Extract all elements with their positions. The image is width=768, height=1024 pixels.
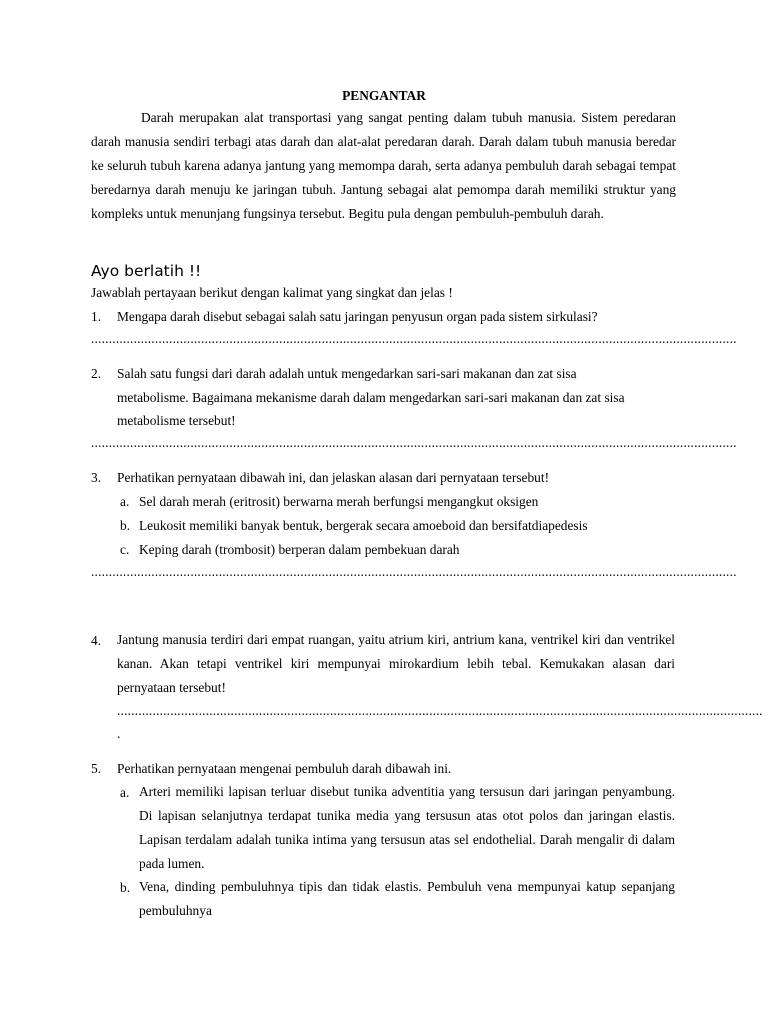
q4-answer-line: ...................................................................................................................................................................................... bbox=[117, 703, 763, 718]
q2-text-line2: metabolisme. Bagaimana mekanisme darah dalam mengedarkan sari-sari makanan dan zat sisa bbox=[117, 390, 625, 405]
q3-item-b-text: Leukosit memiliki banyak bentuk, bergerak secara amoeboid dan bersifatdiapedesis bbox=[139, 518, 588, 533]
q5-item-b-text: Vena, dinding pembuluhnya tipis dan tidak elastis. Pembuluh vena mempunyai katup sepanjang pembuluhnya bbox=[139, 879, 675, 918]
q3-text: Perhatikan pernyataan dibawah ini, dan jelaskan alasan dari pernyataan tersebut! bbox=[117, 470, 550, 485]
q3-item-a-text: Sel darah merah (eritrosit) berwarna merah berfungsi mengangkut oksigen bbox=[139, 494, 539, 509]
q2-text-line1: Salah satu fungsi dari darah adalah untuk mengedarkan sari-sari makanan dan zat sisa bbox=[117, 366, 577, 381]
q5-number: 5. bbox=[91, 761, 102, 776]
q5-item-a-text: Arteri memiliki lapisan terluar disebut tunika adventitia yang tersusun dari jaringan penyambung. Di lapisan selanjutnya terdapat tunika media yang tersusun atas otot polos dan jaringan elastis. Lapisan terdalam adalah tunika intima yang tersusun atas sel endothelial. Darah mengalir di dalam pada lumen. bbox=[139, 784, 675, 871]
q3-item-a-label: a. bbox=[120, 494, 130, 509]
instruction-text: Jawablah pertayaan berikut dengan kalimat yang singkat dan jelas ! bbox=[91, 285, 453, 300]
q5-text: Perhatikan pernyataan mengenai pembuluh darah dibawah ini. bbox=[117, 761, 452, 776]
q1-text: Mengapa darah disebut sebagai salah satu jaringan penyusun organ pada sistem sirkulasi? bbox=[117, 309, 598, 324]
q2-number: 2. bbox=[91, 366, 102, 381]
q2-text-line3: metabolisme tersebut! bbox=[117, 413, 236, 428]
q1-answer-line: ...................................................................................................................................................................................... bbox=[91, 331, 737, 346]
q3-answer-line: ...................................................................................................................................................................................... bbox=[91, 564, 737, 579]
q3-item-c-text: Keping darah (trombosit) berperan dalam pembekuan darah bbox=[139, 542, 460, 557]
q3-item-b-label: b. bbox=[120, 518, 131, 533]
page-title: PENGANTAR bbox=[342, 88, 426, 103]
q4-number: 4. bbox=[91, 633, 102, 648]
q3-number: 3. bbox=[91, 470, 102, 485]
q5-item-b-label: b. bbox=[120, 880, 131, 895]
q1-number: 1. bbox=[91, 309, 102, 324]
q3-item-c-label: c. bbox=[120, 542, 130, 557]
section-heading: Ayo berlatih !! bbox=[91, 262, 202, 280]
q4-answer-trail: . bbox=[117, 726, 121, 741]
q4-text: Jantung manusia terdiri dari empat ruangan, yaitu atrium kiri, antrium kana, ventrikel kiri dan ventrikel kanan. Akan tetapi ventrikel kiri mempunyai mirokardium lebih tebal. Kemukakan alasan dari pernyataan tersebut! bbox=[117, 632, 675, 695]
q5-item-a-label: a. bbox=[120, 785, 130, 800]
intro-paragraph: Darah merupakan alat transportasi yang sangat penting dalam tubuh manusia. Sistem peredaran darah manusia sendiri terbagi atas darah dan alat-alat peredaran darah. Darah dalam tubuh manusia beredar ke seluruh tubuh karena adanya jantung yang memompa darah, serta adanya pembuluh darah sebagai tempat beredarnya darah menuju ke jaringan tubuh. Jantung sebagai alat pemompa darah memiliki struktur yang kompleks untuk menunjang fungsinya tersebut. Begitu pula dengan pembuluh-pembuluh darah. bbox=[91, 110, 676, 221]
q2-answer-line: ...................................................................................................................................................................................... bbox=[91, 435, 737, 450]
